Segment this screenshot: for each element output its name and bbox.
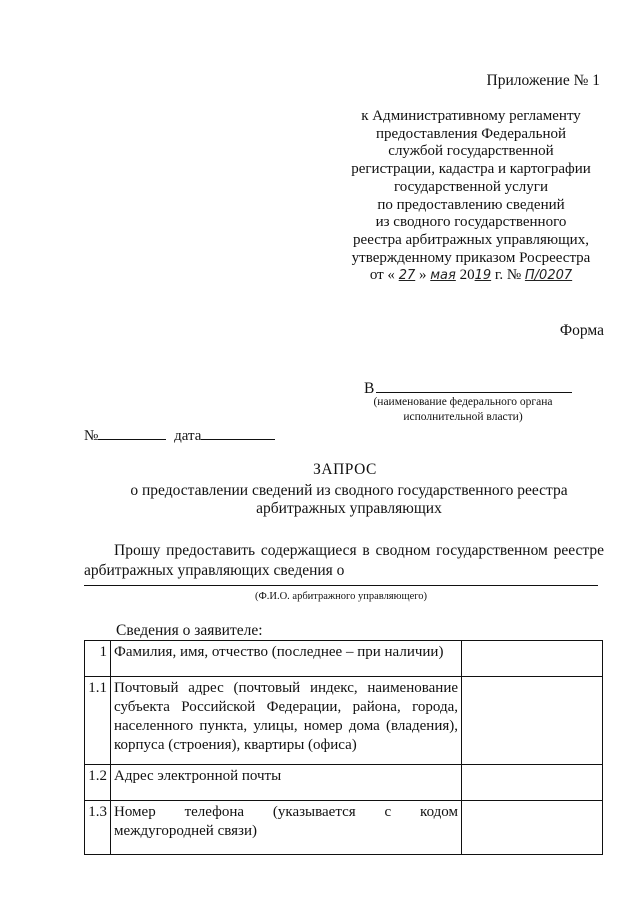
manager-name-caption: (Ф.И.О. арбитражного управляющего) xyxy=(254,591,428,602)
manager-name-field[interactable] xyxy=(84,585,598,586)
row-label: Адрес электронной почты xyxy=(111,765,462,801)
applicant-table xyxy=(84,640,603,855)
row-label: Фамилия, имя, отчество (последнее – при наличии) xyxy=(111,641,462,677)
row-label: Номер телефона (указывается с кодом междугородней связи) xyxy=(111,801,462,855)
request-body xyxy=(84,541,604,581)
order-year-handwritten: 19 xyxy=(474,268,492,284)
appendix-line: службой государственной xyxy=(388,143,554,160)
appendix-title: Приложение № 1 xyxy=(486,72,600,89)
table-row xyxy=(85,801,603,855)
appendix-line: предоставления Федеральной xyxy=(375,125,567,142)
appendix-line: из сводного государственного xyxy=(375,214,567,231)
appendix-reference xyxy=(335,108,607,285)
order-number-handwritten: П/0207 xyxy=(524,268,573,284)
row-number: 1 xyxy=(85,641,111,677)
number-field[interactable] xyxy=(98,426,166,440)
appendix-line: по предоставлению сведений xyxy=(377,196,565,213)
order-day-handwritten: 27 xyxy=(398,268,416,284)
row-number: 1.2 xyxy=(85,765,111,801)
recipient-prefix: В xyxy=(364,380,375,397)
appendix-line: утвержденному приказом Росреестра xyxy=(351,249,591,266)
row-number: 1.3 xyxy=(85,801,111,855)
row-number: 1.1 xyxy=(85,677,111,765)
row-value-field[interactable] xyxy=(462,765,603,801)
request-body-text: Прошу предоставить содержащиеся в сводном государственном реестре арбитражных управляющих сведения о xyxy=(84,542,604,579)
row-label: Почтовый адрес (почтовый индекс, наименование субъекта Российской Федерации, района, города, населенного пункта, улицы, номер дома (владения), корпуса (строения), квартиры (офиса) xyxy=(111,677,462,765)
order-date-number-line: от « 27 » мая 2019 г. № П/0207 xyxy=(369,267,573,284)
number-label: № xyxy=(84,428,99,444)
request-title: ЗАПРОС xyxy=(313,461,377,478)
appendix-line: реестра арбитражных управляющих, xyxy=(353,231,589,248)
number-date-row xyxy=(84,426,275,445)
recipient-caption: (наименование федерального органа исполнительной власти) xyxy=(373,396,553,423)
row-value-field[interactable] xyxy=(462,677,603,765)
table-row xyxy=(85,677,603,765)
row-value-field[interactable] xyxy=(462,801,603,855)
table-row xyxy=(85,765,603,801)
recipient-field[interactable] xyxy=(376,378,572,393)
request-subtitle: о предоставлении сведений из сводного государственного реестра арбитражных управляющих xyxy=(130,482,568,517)
order-month-handwritten: мая xyxy=(430,268,456,284)
date-label: дата xyxy=(174,428,202,444)
appendix-line: государственной услуги xyxy=(394,178,548,195)
date-field[interactable] xyxy=(201,426,275,440)
appendix-line: регистрации, кадастра и картографии xyxy=(351,161,591,178)
appendix-line: к Административному регламенту xyxy=(361,108,581,124)
row-value-field[interactable] xyxy=(462,641,603,677)
form-label: Форма xyxy=(559,322,604,339)
applicant-heading: Сведения о заявителе: xyxy=(116,622,263,639)
table-row xyxy=(85,641,603,677)
